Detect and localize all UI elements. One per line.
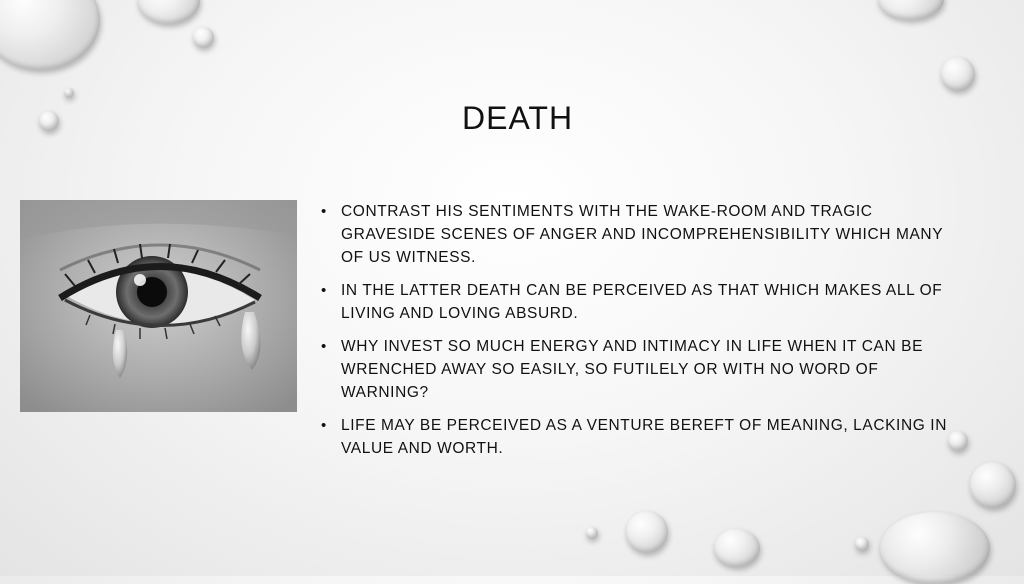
bullet-text: CONTRAST HIS SENTIMENTS WITH THE WAKE-ROOM AND TRAGIC GRAVESIDE SCENES OF ANGER AND INCOMPREHENSIBILITY WHICH MANY OF US WITNESS. (341, 203, 943, 266)
bullet-marker: • (321, 282, 327, 299)
water-drop-decoration (941, 57, 975, 91)
bullet-item (318, 200, 958, 269)
bullet-marker: • (321, 338, 327, 355)
water-drop-decoration (138, 0, 200, 24)
bullet-item (318, 414, 958, 460)
bullet-marker: • (321, 203, 327, 220)
bullet-text: IN THE LATTER DEATH CAN BE PERCEIVED AS THAT WHICH MAKES ALL OF LIVING AND LOVING ABSURD. (341, 282, 943, 322)
eye-illustration (20, 200, 297, 412)
bullet-text: WHY INVEST SO MUCH ENERGY AND INTIMACY IN LIFE WHEN IT CAN BE WRENCHED AWAY SO EASILY, SO FUTILELY OR WITH NO WORD OF WARNING? (341, 338, 924, 401)
water-drop-decoration (64, 88, 74, 98)
bullet-list (318, 200, 958, 470)
bullet-item (318, 279, 958, 325)
crying-eye-photo (20, 200, 297, 412)
water-drop-decoration (880, 512, 990, 584)
water-drop-decoration (855, 537, 869, 551)
water-drop-decoration (586, 527, 598, 539)
water-drop-decoration (970, 462, 1016, 508)
slide-title: DEATH (462, 100, 574, 136)
water-drop-decoration (714, 529, 760, 567)
bullet-text: LIFE MAY BE PERCEIVED AS A VENTURE BEREFT OF MEANING, LACKING IN VALUE AND WORTH. (341, 417, 948, 457)
water-drop-decoration (0, 0, 100, 70)
bullet-marker: • (321, 417, 327, 434)
bullet-item (318, 335, 958, 404)
water-drop-decoration (626, 511, 668, 553)
water-drop-decoration (39, 111, 59, 131)
water-drop-decoration (193, 27, 214, 48)
water-drop-decoration (878, 0, 944, 20)
